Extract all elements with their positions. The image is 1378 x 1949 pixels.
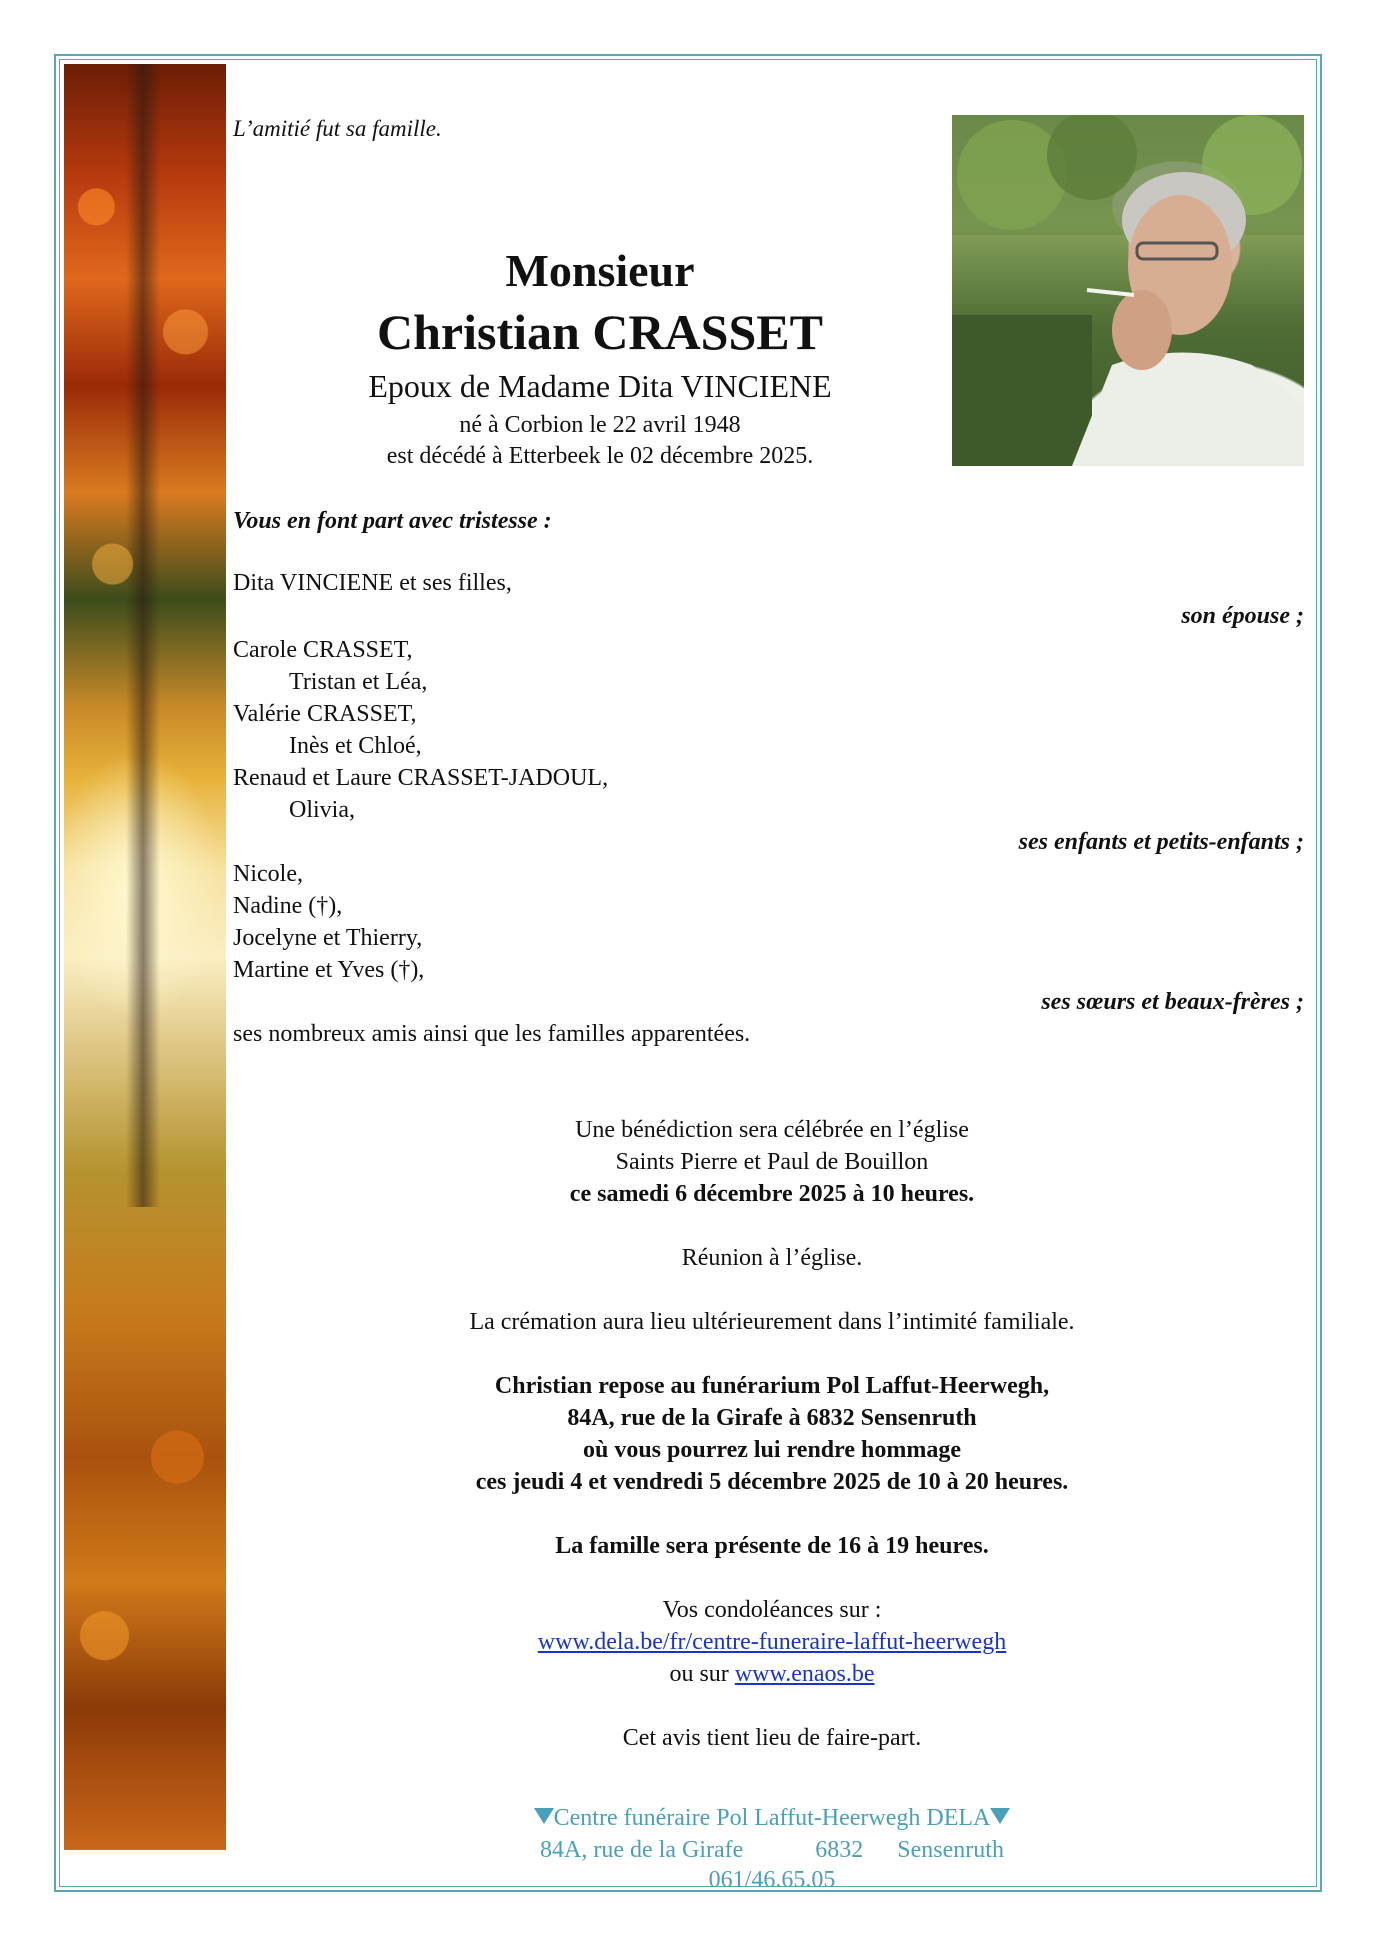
death-line: est décédé à Etterbeek le 02 décembre 2025.: [386, 443, 814, 469]
condolences-label: Vos condoléances sur :: [662, 1597, 882, 1623]
ceremony-line: Une bénédiction sera célébrée en l’église: [575, 1117, 969, 1143]
family-member: Jocelyne et Thierry,: [233, 925, 423, 951]
family-member: Inès et Chloé,: [289, 733, 422, 759]
salutation: Monsieur: [505, 245, 695, 296]
condolences-alt-line: [226, 1661, 1318, 1688]
relation-label-spouse: son épouse ;: [1181, 603, 1304, 629]
ceremony-date: ce samedi 6 décembre 2025 à 10 heures.: [569, 1181, 975, 1207]
family-member: Valérie CRASSET,: [233, 701, 417, 727]
birth-line: né à Corbion le 22 avril 1948: [459, 412, 741, 438]
visitation-line: Christian repose au funérarium Pol Laffut-Heerwegh,: [494, 1373, 1050, 1399]
cremation-note: La crémation aura lieu ultérieurement dans l’intimité familiale.: [469, 1309, 1075, 1335]
family-member: Tristan et Léa,: [289, 669, 428, 695]
footer-name: Centre funéraire Pol Laffut-Heerwegh DELA: [553, 1805, 991, 1831]
family-others: ses nombreux amis ainsi que les familles apparentées.: [233, 1021, 751, 1047]
family-member: Nicole,: [233, 861, 303, 887]
family-presence: La famille sera présente de 16 à 19 heures.: [555, 1533, 989, 1559]
family-member: Renaud et Laure CRASSET-JADOUL,: [233, 765, 609, 791]
family-member: Martine et Yves (†),: [233, 957, 425, 983]
footer-city: Sensenruth: [897, 1837, 1004, 1863]
dela-link[interactable]: www.dela.be/fr/centre-funeraire-laffut-heerwegh: [537, 1629, 1007, 1655]
family-member: Olivia,: [289, 797, 355, 823]
announcement-intro: Vous en font part avec tristesse :: [233, 508, 552, 534]
ceremony-church: Saints Pierre et Paul de Bouillon: [615, 1149, 929, 1175]
relation-label-siblings: ses sœurs et beaux-frères ;: [1041, 989, 1304, 1015]
condolences-link-line: [226, 1629, 1318, 1656]
footer-street: 84A, rue de la Girafe: [540, 1837, 744, 1863]
footer-phone: 061/46.65.05: [708, 1867, 836, 1893]
footer-name-line: [226, 1805, 1318, 1832]
footer-address-line: [226, 1837, 1318, 1864]
family-member: Carole CRASSET,: [233, 637, 413, 663]
visitation-dates: ces jeudi 4 et vendredi 5 décembre 2025 de 10 à 20 heures.: [475, 1469, 1069, 1495]
or-label: ou sur: [669, 1661, 729, 1687]
footer-postcode: 6832: [815, 1837, 864, 1863]
spouse-line: Epoux de Madame Dita VINCIENE: [368, 368, 832, 404]
meeting-note: Réunion à l’église.: [681, 1245, 863, 1271]
deceased-name: Christian CRASSET: [377, 304, 823, 360]
visitation-address: 84A, rue de la Girafe à 6832 Sensenruth: [567, 1405, 977, 1431]
relation-label-children: ses enfants et petits-enfants ;: [1018, 829, 1304, 855]
family-member: Nadine (†),: [233, 893, 343, 919]
closing-note: Cet avis tient lieu de faire-part.: [622, 1725, 922, 1751]
triangle-down-icon: [990, 1808, 1010, 1824]
triangle-down-icon: [534, 1808, 554, 1824]
visitation-line: où vous pourrez lui rendre hommage: [582, 1437, 961, 1463]
family-member: Dita VINCIENE et ses filles,: [233, 570, 512, 596]
enaos-link[interactable]: www.enaos.be: [734, 1661, 875, 1687]
epigraph: L’amitié fut sa famille.: [233, 116, 442, 141]
